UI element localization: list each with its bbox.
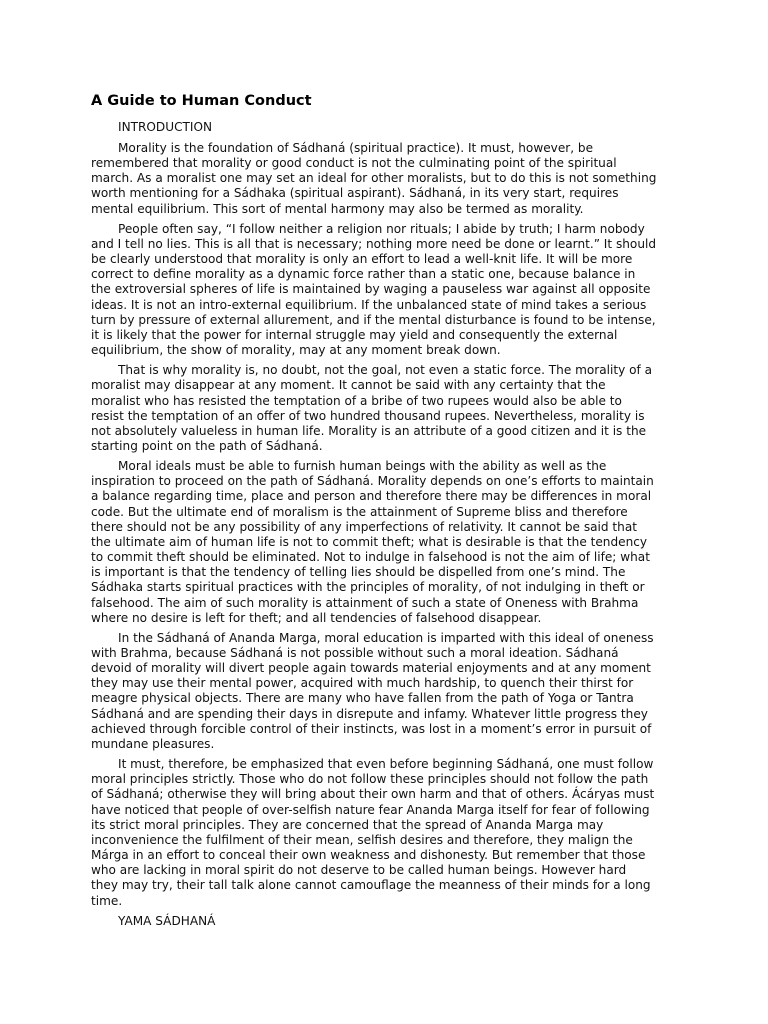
paragraph-line: In the Sádhaná of Ananda Marga, moral education is imparted with this ideal of oneness [118, 630, 654, 645]
body-paragraph [91, 757, 679, 909]
paragraph-line: it is likely that the power for internal struggle may yield and consequently the external [91, 327, 618, 342]
paragraph-line: moralist may disappear at any moment. It cannot be said with any certainty that the [91, 378, 606, 393]
paragraph-line: to commit theft should be eliminated. Not to indulge in falsehood is not the aim of life; what [91, 550, 650, 565]
paragraph-line: is important is that the tendency of telling lies should be dispelled from one’s mind. The [91, 565, 626, 580]
paragraph-line: moral principles strictly. Those who do not follow these principles should not follow the path [91, 772, 649, 787]
body-paragraph [91, 141, 679, 217]
paragraph-line: mental equilibrium. This sort of mental harmony may also be termed as morality. [91, 201, 584, 216]
paragraph-line: Sádhaná and are spending their days in disrepute and infamy. Whatever little progress they [91, 706, 648, 721]
paragraph-line: have noticed that people of over-selfish nature fear Ananda Marga itself for fear of following [91, 802, 650, 817]
paragraph-line: the ultimate aim of human life is not to commit theft; what is desirable is that the tendency [91, 534, 648, 549]
paragraph-line: achieved through forcible control of their instincts, was lost in a moment’s error in pursuit of [91, 721, 652, 736]
paragraph-line: turn by pressure of external allurement, and if the mental disturbance is found to be intense, [91, 312, 656, 327]
paragraph-line: and I tell no lies. This is all that is necessary; nothing more need be done or learnt.” It should [91, 236, 657, 251]
document-page [91, 92, 679, 935]
paragraph-line: Morality is the foundation of Sádhaná (spiritual practice). It must, however, be [118, 141, 594, 155]
paragraph-line: the extroversial spheres of life is maintained by waging a pauseless war against all opposite [91, 282, 651, 297]
paragraph-line: falsehood. The aim of such morality is attainment of such a state of Oneness with Brahma [91, 595, 639, 610]
section-heading-introduction: INTRODUCTION [118, 120, 213, 134]
body-paragraph [91, 363, 679, 454]
paragraph-line: inspiration to proceed on the path of Sádhaná. Morality depends on one’s efforts to maintain [91, 474, 654, 489]
paragraph-line: of Sádhaná; otherwise they will bring about their own harm and that of others. Ácáryas must [91, 787, 655, 802]
paragraph-line: starting point on the path of Sádhaná. [91, 438, 323, 453]
paragraph-line: Moral ideals must be able to furnish human beings with the ability as well as the [118, 459, 607, 474]
paragraph-line: Márga in an effort to conceal their own weakness and dishonesty. But remember that those [91, 848, 646, 863]
paragraph-line: ideas. It is not an intro-external equilibrium. If the unbalanced state of mind takes a serious [91, 297, 647, 312]
paragraph-line: remembered that morality or good conduct is not the culminating point of the spiritual [91, 156, 617, 171]
paragraph-line: worth mentioning for a Sádhaka (spiritual aspirant). Sádhaná, in its very start, requires [91, 186, 619, 201]
paragraph-line: they may use their mental power, acquired with much hardship, to quench their thirst for [91, 676, 634, 691]
document-title: A Guide to Human Conduct [91, 93, 312, 109]
paragraph-line: inconvenience the fulfilment of their mean, selfish desires and therefore, they malign the [91, 832, 633, 847]
body-paragraph [91, 631, 679, 752]
paragraph-line: equilibrium, the show of morality, may at any moment break down. [91, 343, 501, 358]
paragraph-line: not absolutely valueless in human life. Morality is an attribute of a good citizen and it is the [91, 423, 647, 438]
paragraph-line: march. As a moralist one may set an ideal for other moralists, but to do this is not something [91, 171, 657, 186]
paragraph-line: where no desire is left for theft; and all tendencies of falsehood disappear. [91, 610, 542, 625]
paragraph-line: devoid of morality will divert people again towards material enjoyments and at any moment [91, 661, 651, 676]
paragraph-line: there should not be any possibility of any imperfections of relativity. It cannot be said that [91, 519, 637, 534]
paragraph-line: they may try, their tall talk alone cannot camouflage the meanness of their minds for a long [91, 878, 651, 893]
paragraph-line: its strict moral principles. They are concerned that the spread of Ananda Marga may [91, 817, 604, 832]
paragraph-line: It must, therefore, be emphasized that even before beginning Sádhaná, one must follow [118, 757, 654, 772]
paragraph-line: with Brahma, because Sádhaná is not possible without such a moral ideation. Sádhaná [91, 646, 619, 660]
body-paragraph [91, 459, 679, 626]
paragraph-line: a balance regarding time, place and person and therefore there may be differences in moral [91, 489, 652, 504]
paragraph-container [91, 141, 679, 909]
paragraph-line: be clearly understood that morality is only an effort to lead a well-knit life. It will be more [91, 252, 633, 267]
paragraph-line: resist the temptation of an offer of two hundred thousand rupees. Nevertheless, morality is [91, 408, 645, 423]
paragraph-line: time. [91, 893, 123, 908]
paragraph-line: People often say, “I follow neither a religion nor rituals; I abide by truth; I harm nobody [118, 221, 645, 236]
paragraph-line: who are lacking in moral spirit do not deserve to be called human beings. However hard [91, 863, 627, 878]
paragraph-line: Sádhaka starts spiritual practices with the principles of morality, of not indulging in theft or [91, 580, 645, 595]
paragraph-line: moralist who has resisted the temptation of a bribe of two rupees would also be able to [91, 393, 622, 408]
paragraph-line: That is why morality is, no doubt, not the goal, not even a static force. The morality of a [118, 363, 653, 378]
paragraph-line: mundane pleasures. [91, 736, 215, 751]
paragraph-line: code. But the ultimate end of moralism is the attainment of Supreme bliss and therefore [91, 504, 628, 519]
paragraph-line: correct to define morality as a dynamic force rather than a static one, because balance in [91, 267, 636, 282]
section-heading-yama-sadhana: YAMA SÁDHANÁ [118, 913, 216, 928]
body-paragraph [91, 222, 679, 358]
paragraph-line: meagre physical objects. There are many who have fallen from the path of Yoga or Tantra [91, 691, 634, 706]
